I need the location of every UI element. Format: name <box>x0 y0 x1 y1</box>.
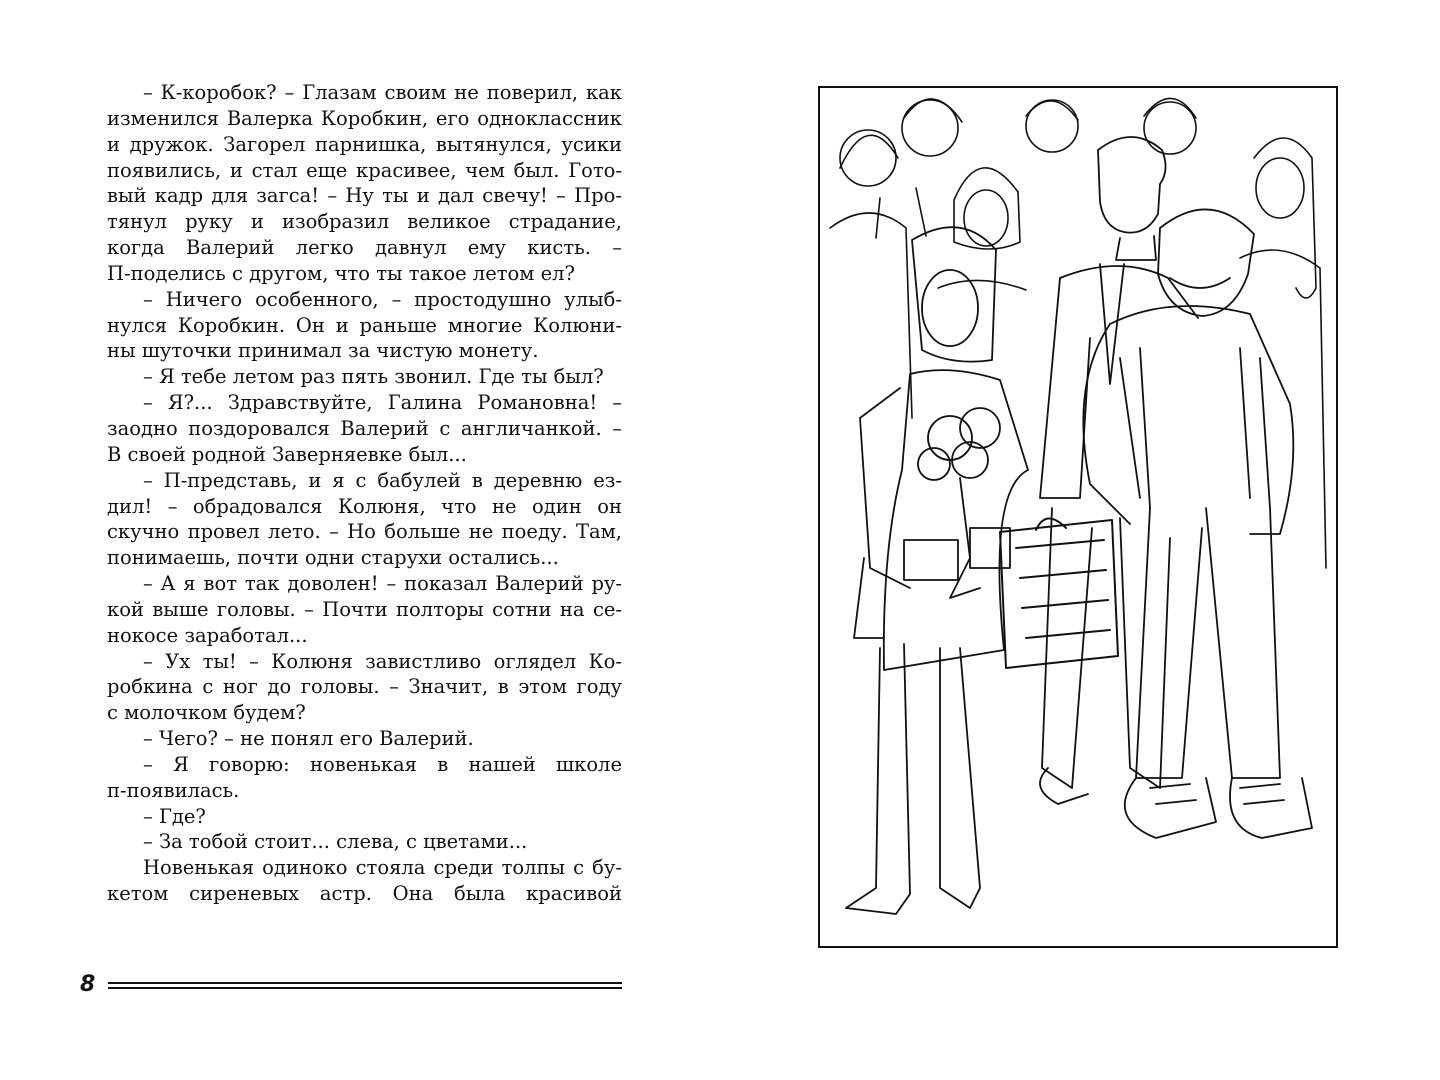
text-line: когда Валерий легко давнул ему кисть. – <box>107 236 622 260</box>
text-line: – П-представь, и я с бабулей в деревню ез- <box>143 468 622 492</box>
footer-rule-top <box>108 982 622 984</box>
text-line: Новенькая одиноко стояла среди толпы с бу- <box>143 856 622 880</box>
text-line: П-поделись с другом, что ты такое летом ел? <box>107 261 576 285</box>
smiling-boy <box>1083 209 1312 838</box>
text-line: и дружок. Загорел парнишка, вытянулся, усики <box>107 132 622 156</box>
text-line: нулся Коробкин. Он и раньше многие Колюни- <box>107 313 622 337</box>
page-footer <box>80 972 625 998</box>
text-line: – К-коробок? – Глазам своим не поверил, как <box>143 81 622 104</box>
text-line: – Я?... Здравствуйте, Галина Романовна! – <box>143 391 622 415</box>
girl-with-flowers <box>846 227 1028 914</box>
illustration-frame <box>818 86 1338 948</box>
text-line: тянул руку и изобразил великое страдание, <box>107 210 622 234</box>
text-line: вый кадр для загса! – Ну ты и дал свечу! – Про- <box>107 184 622 208</box>
page-number: 8 <box>80 972 96 997</box>
text-line: – Чего? – не понял его Валерий. <box>143 727 474 751</box>
text-line: нокосе заработал... <box>107 623 308 647</box>
footer-rule-bottom <box>108 987 622 989</box>
text-line: появились, и стал еще красивее, чем был. Гото- <box>107 158 622 182</box>
text-line: – Ничего особенного, – простодушно улыб- <box>143 287 622 311</box>
text-line: дил! – обрадовался Колюня, что не один он <box>107 494 622 518</box>
briefcase-icon <box>1000 518 1118 668</box>
text-line: – Я говорю: новенькая в нашей школе <box>143 752 622 776</box>
text-line: заодно поздоровался Валерий с англичанкой. – <box>107 416 622 440</box>
text-line: В своей родной Заверняевке был... <box>107 442 467 466</box>
text-line: кетом сиреневых астр. Она была красивой <box>107 882 622 906</box>
text-line: изменился Валерка Коробкин, его одноклассник <box>107 106 622 130</box>
text-line: – Ух ты! – Колюня завистливо оглядел Ко- <box>143 649 622 673</box>
illustration-sketch <box>820 88 1336 946</box>
text-line: ны шуточки принимал за чистую монету. <box>107 339 539 363</box>
body-text <box>107 80 622 907</box>
text-line: понимаешь, почти одни старухи остались... <box>107 546 559 570</box>
text-line: п-появилась. <box>107 778 240 802</box>
text-line: кой выше головы. – Почти полторы сотни на се- <box>107 597 622 621</box>
text-line: скучно провел лето. – Но больше не поеду. Там, <box>107 520 622 544</box>
text-line: с молочком будем? <box>107 701 306 725</box>
text-line: – Я тебе летом раз пять звонил. Где ты был? <box>143 365 604 389</box>
text-line: – За тобой стоит... слева, с цветами... <box>143 830 528 854</box>
text-line: – Где? <box>143 804 206 828</box>
tall-boy <box>1040 137 1198 804</box>
text-line: робкина с ног до головы. – Значит, в этом году <box>107 675 622 699</box>
text-line: – А я вот так доволен! – показал Валерий ру- <box>143 572 622 596</box>
